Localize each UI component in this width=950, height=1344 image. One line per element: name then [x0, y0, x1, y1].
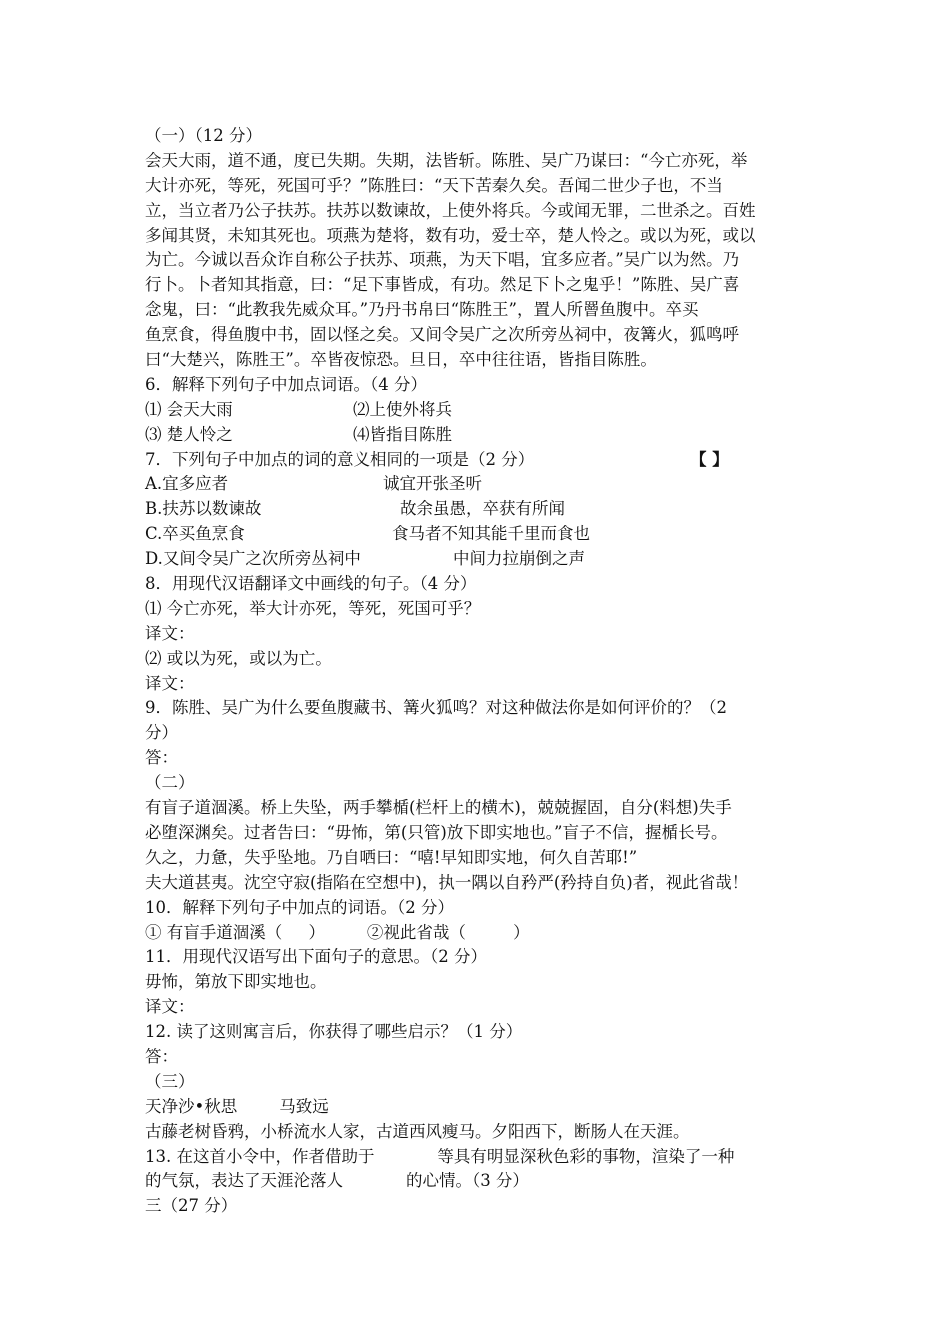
answer-label: 答： — [145, 748, 178, 768]
option-b-left: B.扶苏以数谏故 — [145, 499, 262, 519]
part2-heading: （二） — [145, 773, 195, 793]
section-3-heading: 三（27 分） — [145, 1196, 238, 1216]
passage2-line: 有盲子道涸溪。桥上失坠，两手攀楯(栏杆上的横木)，兢兢握固，自分(料想)失手 — [145, 798, 732, 818]
passage1-line: 多闻其贤，未知其死也。项燕为楚将，数有功，爱士卒，楚人怜之。或以为死，或以 — [145, 225, 756, 245]
question-7-option — [145, 497, 820, 522]
passage1-line: 立，当立者乃公子扶苏。扶苏以数谏故，上使外将兵。今或闻无罪，二世杀之。百姓 — [145, 200, 756, 220]
question-6-item: ⑶ 楚人怜之 — [145, 424, 233, 444]
question-6-row — [145, 398, 820, 423]
poem-text: 古藤老树昏鸦，小桥流水人家，古道西风瘦马。夕阳西下，断肠人在天涯。 — [145, 1121, 690, 1141]
passage1-line: 会天大雨，道不通，度已失期。失期，法皆斩。陈胜、吴广乃谋曰：“今亡亦死，举 — [145, 150, 748, 170]
question-7-option — [145, 522, 820, 547]
question-6-item: ⑴ 会天大雨 — [145, 399, 233, 419]
question-12-title: 12. 读了这则寓言后，你获得了哪些启示？（1 分） — [145, 1022, 523, 1042]
translation-label: 译文： — [145, 623, 195, 643]
question-10-items: ① 有盲手道涸溪（ ） ②视此省哉（ ） — [145, 922, 530, 942]
question-11-title: 11．用现代汉语写出下面句子的意思。（2 分） — [145, 947, 487, 967]
question-8-sentence-2: ⑵ 或以为死，或以为亡。 — [145, 648, 332, 668]
option-c-right: 食马者不知其能千里而食也 — [392, 524, 590, 544]
option-d-left: D.又间令吴广之次所旁丛祠中 — [145, 549, 361, 569]
question-7-option — [145, 472, 820, 497]
question-6-row — [145, 423, 820, 448]
question-8-sentence-1: ⑴ 今亡亦死，举大计亦死，等死，死国可乎？ — [145, 598, 481, 618]
question-7-option — [145, 547, 820, 572]
exam-page — [145, 124, 820, 1219]
option-a-left: A.宜多应者 — [145, 474, 229, 494]
option-d-right: 中间力拉崩倒之声 — [453, 549, 585, 569]
question-7-title-row — [145, 448, 820, 473]
passage2-line: 必堕深渊矣。过者告曰：“毋怖，第(只管)放下即实地也。”盲子不信，握楯长号。 — [145, 822, 728, 842]
question-6-title: 6．解释下列句子中加点词语。（4 分） — [145, 374, 427, 394]
question-13-line-2: 的气氛，表达了天涯沦落人 的心情。（3 分） — [145, 1171, 529, 1191]
passage1-line: 鱼烹食，得鱼腹中书，固以怪之矣。又间令吴广之次所旁丛祠中，夜篝火，狐鸣呼 — [145, 325, 739, 345]
question-9-title-cont: 分） — [145, 723, 178, 743]
passage1-line: 曰“大楚兴，陈胜王”。卒皆夜惊恐。旦日，卒中往往语，皆指目陈胜。 — [145, 350, 657, 370]
passage1-line: 为亡。今诚以吾众诈自称公子扶苏、项燕，为天下唱，宜多应者。”吴广以为然。乃 — [145, 250, 740, 270]
question-7-title: 7．下列句子中加点的词的意义相同的一项是（2 分） — [145, 449, 535, 469]
answer-bracket: 【 】 — [690, 449, 729, 469]
answer-label: 答： — [145, 1046, 178, 1066]
option-b-right: 故余虽愚，卒获有所闻 — [400, 499, 565, 519]
question-10-title: 10．解释下列句子中加点的词语。（2 分） — [145, 897, 454, 917]
passage1-line: 念鬼，曰：“此教我先威众耳。”乃丹书帛曰“陈胜王”，置人所罾鱼腹中。卒买 — [145, 300, 699, 320]
passage2-line: 夫大道甚夷。沈空守寂(指陷在空想中)，执一隅以自矜严(矜持自负)者，视此省哉！ — [145, 872, 749, 892]
part1-heading: （一）（12 分） — [145, 126, 262, 145]
question-6-item: ⑵上使外将兵 — [353, 399, 452, 419]
translation-label: 译文： — [145, 673, 195, 693]
question-8-title: 8．用现代汉语翻译文中画线的句子。（4 分） — [145, 574, 477, 594]
question-13-line-1: 13. 在这首小令中，作者借助于 等具有明显深秋色彩的事物，渲染了一种 — [145, 1146, 735, 1166]
poem-title: 天净沙•秋思 马致远 — [145, 1096, 329, 1116]
question-9-title: 9．陈胜、吴广为什么要鱼腹藏书、篝火狐鸣？对这种做法你是如何评价的？（2 — [145, 698, 727, 718]
option-c-left: C.卒买鱼烹食 — [145, 524, 245, 544]
option-a-right: 诚宜开张圣听 — [383, 474, 482, 494]
translation-label: 译文： — [145, 997, 195, 1017]
passage1-line: 行卜。卜者知其指意，曰：“足下事皆成，有功。然足下卜之鬼乎！”陈胜、吴广喜 — [145, 275, 740, 295]
question-6-item: ⑷皆指目陈胜 — [353, 424, 452, 444]
part3-heading: （三） — [145, 1071, 195, 1091]
passage2-line: 久之，力惫，失乎坠地。乃自哂曰：“嘻!早知即实地，何久自苦耶!” — [145, 847, 638, 867]
question-11-sentence: 毋怖，第放下即实地也。 — [145, 972, 327, 992]
passage1-line: 大计亦死，等死，死国可乎？”陈胜曰：“天下苦秦久矣。吾闻二世少子也，不当 — [145, 175, 723, 195]
